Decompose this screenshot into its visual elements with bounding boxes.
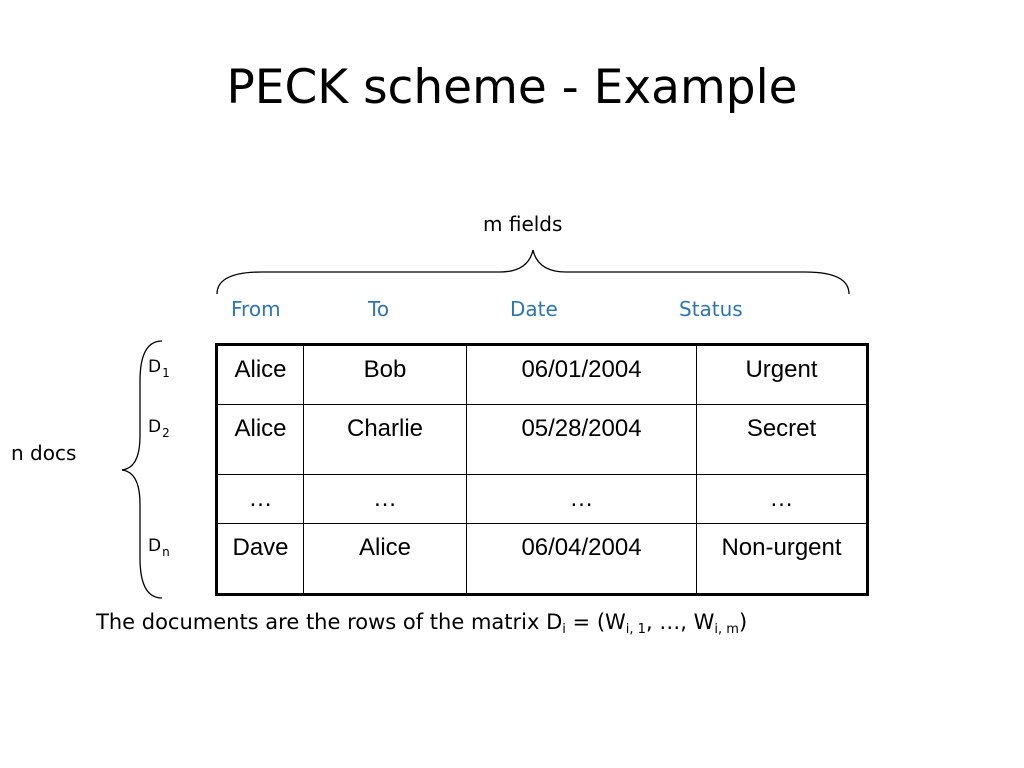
caption: The documents are the rows of the matrix $D_i = (W_{i, 1}$, …, $W_{i, m}$) [96, 610, 748, 637]
table-cell: 06/04/2004 [467, 524, 697, 595]
table-row [217, 475, 868, 524]
field-header-date: Date [510, 297, 558, 321]
table-cell: … [697, 475, 868, 524]
table-row [217, 345, 868, 405]
table-cell: Urgent [697, 345, 868, 405]
table-cell: … [217, 475, 304, 524]
table-row [217, 405, 868, 475]
row-label-d2: $D_2$ [148, 417, 170, 440]
documents-table [215, 343, 869, 596]
table-row [217, 524, 868, 595]
table-cell: Alice [217, 405, 304, 475]
table-cell: Charlie [304, 405, 467, 475]
field-header-status: Status [679, 297, 743, 321]
n-docs-label: n docs [11, 441, 77, 465]
table-cell: … [304, 475, 467, 524]
table-cell: Alice [217, 345, 304, 405]
row-label-d1: $D_1$ [148, 357, 170, 380]
table-cell: Non-urgent [697, 524, 868, 595]
table-cell: Dave [217, 524, 304, 595]
m-fields-label: m fields [483, 212, 563, 236]
table-cell: 06/01/2004 [467, 345, 697, 405]
table-cell: … [467, 475, 697, 524]
table-cell: 05/28/2004 [467, 405, 697, 475]
table-cell: Secret [697, 405, 868, 475]
row-label-dn: $D_n$ [148, 536, 170, 559]
table-cell: Alice [304, 524, 467, 595]
slide-title: PECK scheme - Example [226, 60, 798, 115]
table-cell: Bob [304, 345, 467, 405]
left-brace [122, 341, 162, 598]
field-header-to: To [368, 297, 390, 321]
top-brace [217, 250, 849, 294]
field-header-from: From [231, 297, 281, 321]
